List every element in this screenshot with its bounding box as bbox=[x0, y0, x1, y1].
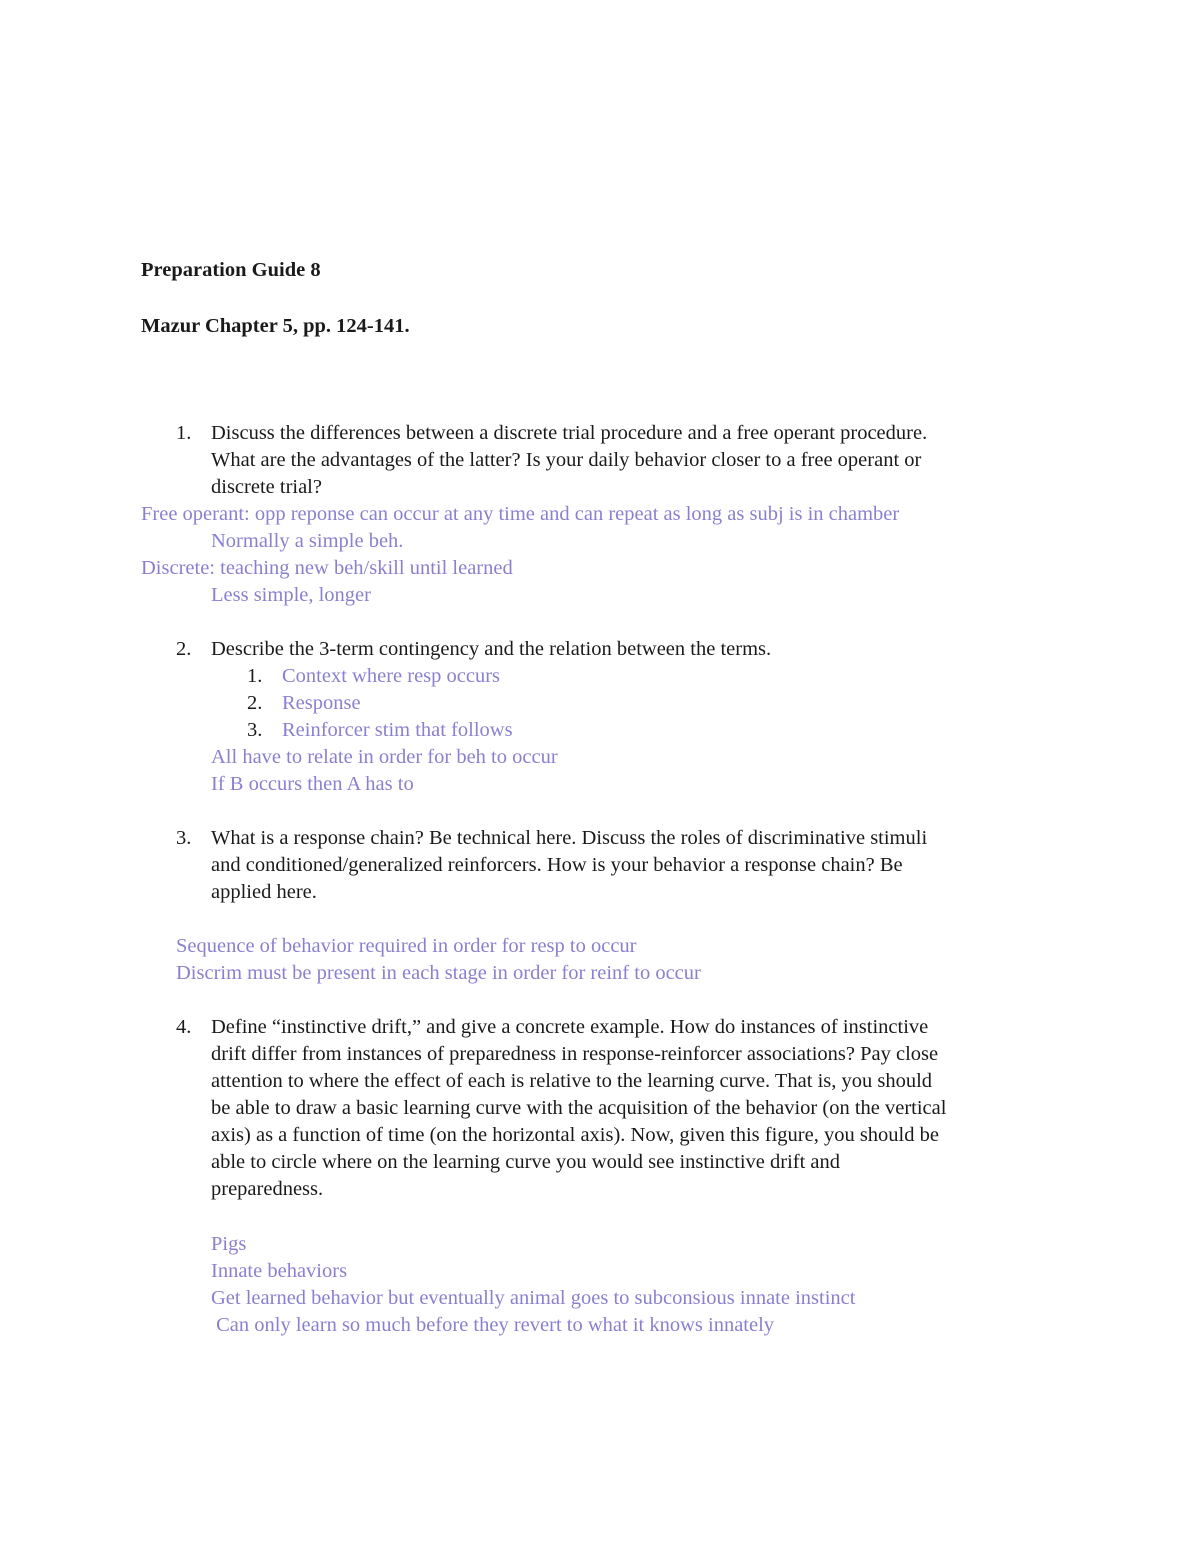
document-subtitle: Mazur Chapter 5, pp. 124-141. bbox=[141, 315, 410, 337]
q3-number: 3. bbox=[176, 827, 192, 849]
q4-line-1: Define “instinctive drift,” and give a concrete example. How do instances of instinctive bbox=[211, 1016, 929, 1038]
q2-sub-3-text: Reinforcer stim that follows bbox=[282, 719, 513, 741]
q4-answer-1: Pigs bbox=[211, 1233, 247, 1255]
q4-answer-2: Innate behaviors bbox=[211, 1260, 348, 1282]
q1-line-1: Discuss the differences between a discrete trial procedure and a free operant procedure. bbox=[211, 422, 928, 444]
q2-line: Describe the 3-term contingency and the relation between the terms. bbox=[211, 638, 772, 660]
q1-line-2: What are the advantages of the latter? Is your daily behavior closer to a free operant or bbox=[211, 449, 922, 471]
q3-line-3: applied here. bbox=[211, 881, 317, 903]
document-title: Preparation Guide 8 bbox=[141, 259, 321, 281]
q4-line-7: preparedness. bbox=[211, 1178, 324, 1200]
q1-line-3: discrete trial? bbox=[211, 476, 322, 498]
q4-line-3: attention to where the effect of each is relative to the learning curve. That is, you should bbox=[211, 1070, 933, 1092]
q1-answer-1: Free operant: opp reponse can occur at any time and can repeat as long as subj is in chamber bbox=[141, 503, 900, 525]
q1-answer-2: Normally a simple beh. bbox=[211, 530, 404, 552]
q4-answer-3: Get learned behavior but eventually animal goes to subconsious innate instinct bbox=[211, 1287, 856, 1309]
q3-line-1: What is a response chain? Be technical here. Discuss the roles of discriminative stimuli bbox=[211, 827, 928, 849]
q2-sub-2-number: 2. bbox=[247, 692, 263, 714]
q4-line-5: axis) as a function of time (on the horizontal axis). Now, given this figure, you should be bbox=[211, 1124, 939, 1146]
q3-answer-2: Discrim must be present in each stage in order for reinf to occur bbox=[176, 962, 701, 984]
q4-line-2: drift differ from instances of preparedness in response-reinforcer associations? Pay close bbox=[211, 1043, 939, 1065]
q1-number: 1. bbox=[176, 422, 192, 444]
q1-answer-3: Discrete: teaching new beh/skill until learned bbox=[141, 557, 513, 579]
q3-line-2: and conditioned/generalized reinforcers. How is your behavior a response chain? Be bbox=[211, 854, 903, 876]
q4-answer-4: Can only learn so much before they revert to what it knows innately bbox=[211, 1314, 775, 1336]
q2-answer-2: If B occurs then A has to bbox=[211, 773, 414, 795]
q2-sub-3-number: 3. bbox=[247, 719, 263, 741]
q2-sub-2-text: Response bbox=[282, 692, 361, 714]
q2-sub-1-number: 1. bbox=[247, 665, 263, 687]
q2-answer-1: All have to relate in order for beh to occur bbox=[211, 746, 558, 768]
q3-answer-1: Sequence of behavior required in order for resp to occur bbox=[176, 935, 637, 957]
q1-answer-4: Less simple, longer bbox=[211, 584, 371, 606]
q4-line-6: able to circle where on the learning curve you would see instinctive drift and bbox=[211, 1151, 841, 1173]
q4-number: 4. bbox=[176, 1016, 192, 1038]
q4-line-4: be able to draw a basic learning curve with the acquisition of the behavior (on the vertical bbox=[211, 1097, 947, 1119]
q2-number: 2. bbox=[176, 638, 192, 660]
q2-sub-1-text: Context where resp occurs bbox=[282, 665, 501, 687]
